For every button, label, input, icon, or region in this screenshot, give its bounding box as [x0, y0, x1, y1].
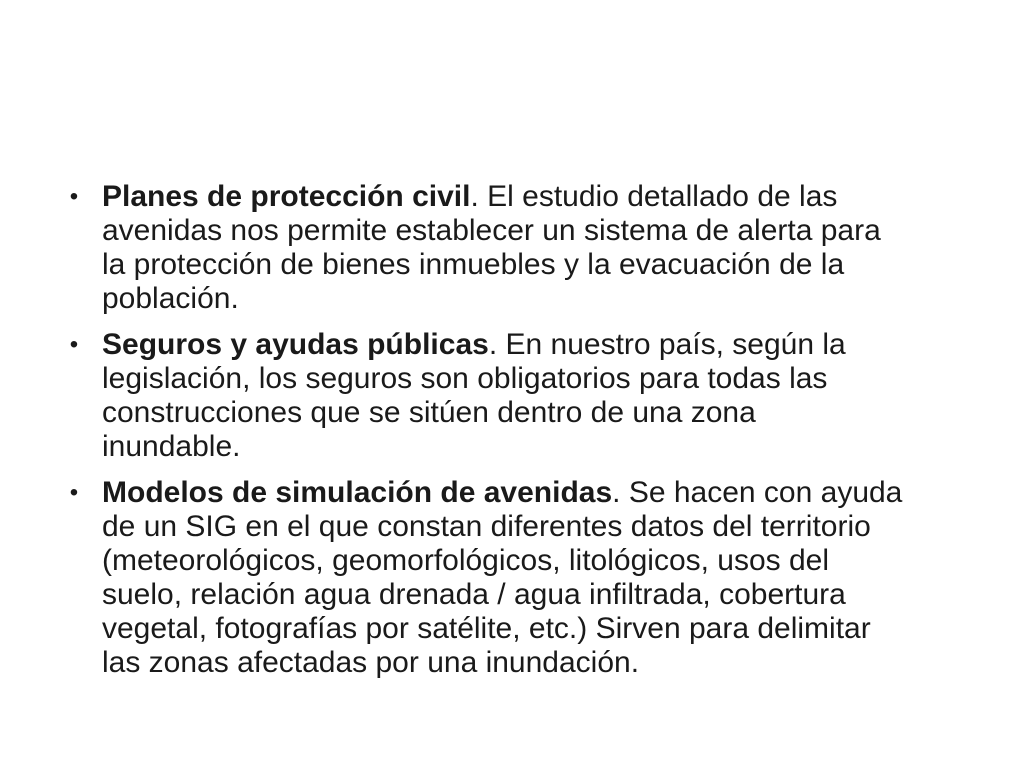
- text-line: de un SIG en el que constan diferentes datos del territorio: [102, 510, 871, 543]
- text-line: vegetal, fotografías por satélite, etc.) Sirven para delimitar: [102, 612, 871, 645]
- text-line: legislación, los seguros son obligatorios para todas las: [102, 362, 828, 395]
- text-line: inundable.: [102, 430, 241, 463]
- bullet-list: [60, 180, 960, 692]
- bullet-dot-icon: •: [69, 331, 79, 358]
- bullet-item-seguros: [60, 328, 960, 464]
- text-line: avenidas nos permite establecer un sistema de alerta para: [102, 214, 881, 247]
- text-line: población.: [102, 282, 239, 315]
- text-line: (meteorológicos, geomorfológicos, litológicos, usos del: [102, 544, 830, 577]
- bullet-text: [102, 180, 960, 316]
- bullet-lead: Planes de protección civil: [102, 180, 471, 213]
- bullet-lead: Modelos de simulación de avenidas: [102, 476, 613, 509]
- text-line: [102, 328, 960, 362]
- bullet-dot-icon: •: [69, 479, 79, 506]
- text-line: las zonas afectadas por una inundación.: [102, 646, 640, 679]
- text-line: suelo, relación agua drenada / agua infiltrada, cobertura: [102, 578, 846, 611]
- bullet-dot-icon: •: [69, 183, 79, 210]
- bullet-text: [102, 476, 960, 680]
- bullet-item-proteccion-civil: [60, 180, 960, 316]
- bullet-body: . En nuestro país, según la: [488, 328, 846, 361]
- bullet-item-modelos-simulacion: [60, 476, 960, 680]
- text-line: [102, 180, 960, 214]
- text-line: la protección de bienes inmuebles y la evacuación de la: [102, 248, 845, 281]
- bullet-body: . El estudio detallado de las: [470, 180, 838, 213]
- bullet-body: . Se hacen con ayuda: [612, 476, 903, 509]
- text-line: [102, 476, 960, 510]
- bullet-lead: Seguros y ayudas públicas: [102, 328, 489, 361]
- text-line: construcciones que se sitúen dentro de una zona: [102, 396, 756, 429]
- bullet-text: [102, 328, 960, 464]
